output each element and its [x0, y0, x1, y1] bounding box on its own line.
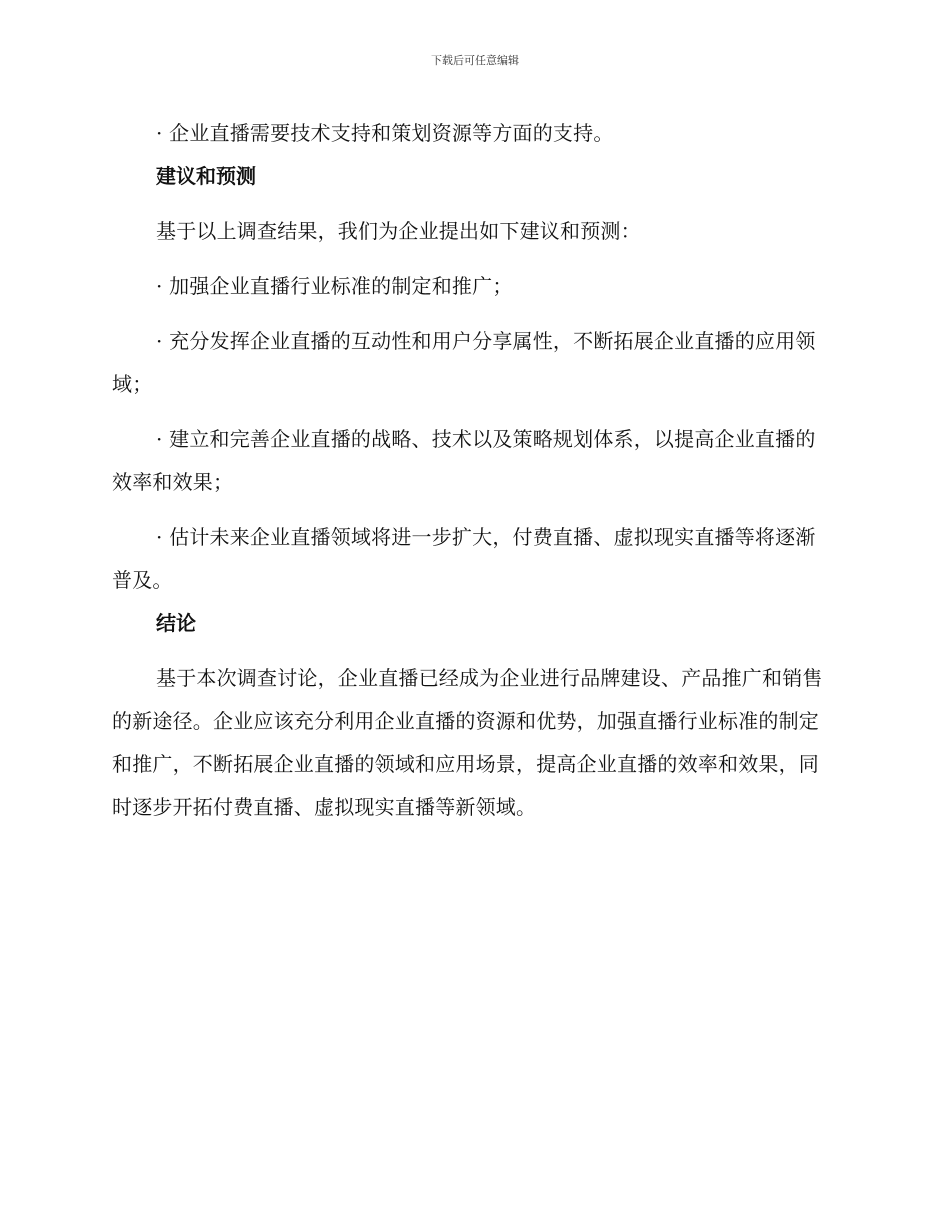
paragraph-conclusion: 基于本次调查讨论，企业直播已经成为企业进行品牌建设、产品推广和销售的新途径。企业应该充分利用企业直播的资源和优势，加强直播行业标准的制定和推广，不断拓展企业直播的领域和应用场景，提高企业直播的效率和效果，同时逐步开拓付费直播、虚拟现实直播等新领域。: [112, 666, 823, 819]
page-header: 下载后可任意编辑: [431, 54, 519, 67]
bullet-paragraph-strategy: · 建立和完善企业直播的战略、技术以及策略规划体系，以提高企业直播的效率和效果；: [112, 427, 816, 494]
bullet-paragraph-standards: · 加强企业直播行业标准的制定和推广；: [156, 274, 513, 298]
bullet-paragraph-forecast: · 估计未来企业直播领域将进一步扩大，付费直播、虚拟现实直播等将逐渐普及。: [112, 525, 816, 592]
paragraph-intro-suggestions: 基于以上调查结果，我们为企业提出如下建议和预测：: [156, 219, 641, 243]
section-heading-suggestions: 建议和预测: [156, 164, 256, 188]
bullet-paragraph-support: · 企业直播需要技术支持和策划资源等方面的支持。: [156, 121, 614, 145]
document-body: [112, 112, 832, 829]
section-heading-conclusion: 结论: [156, 611, 196, 635]
bullet-paragraph-interactivity: · 充分发挥企业直播的互动性和用户分享属性，不断拓展企业直播的应用领域；: [112, 329, 816, 396]
